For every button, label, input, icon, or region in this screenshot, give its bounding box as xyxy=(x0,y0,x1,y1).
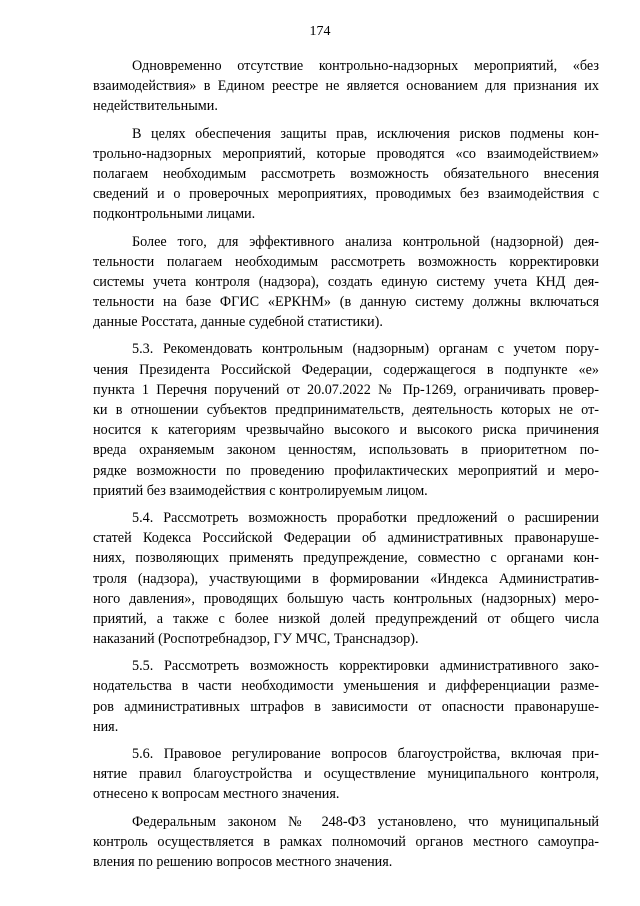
paragraph xyxy=(93,232,599,333)
text-line: взаимодействия» в Едином реестре не является основанием для признания их xyxy=(93,78,599,95)
text-line: 5.4. Рассмотреть возможность проработки предложений о расширении xyxy=(132,509,599,526)
text-line: нятие правил благоустройства и осуществление муниципального контроля, xyxy=(93,766,599,783)
paragraph xyxy=(93,508,599,649)
text-line: рядке возможности по проведению профилактических мероприятий и меро- xyxy=(93,462,599,479)
text-line: трольно-надзорных мероприятий, которые проводятся «со взаимодействием» xyxy=(93,145,599,162)
text-line: пункта 1 Перечня поручений от 20.07.2022 № Пр-1269, ограничивать провер- xyxy=(93,381,599,398)
text-line: сведений и о проверочных мероприятиях, проводимых без взаимодействия с xyxy=(93,186,599,203)
text-line: данные Росстата, данные судебной статистики). xyxy=(93,314,383,331)
text-line: вреда охраняемым законом ценностям, использовать в приоритетном по- xyxy=(93,442,599,459)
text-line: недействительными. xyxy=(93,98,218,115)
text-line: тельности на базе ФГИС «ЕРКНМ» (в данную систему должны включаться xyxy=(93,294,599,311)
text-line: ниях, позволяющих применять предупреждение, совместно с органами кон- xyxy=(93,550,599,567)
text-line: 5.3. Рекомендовать контрольным (надзорным) органам с учетом пору- xyxy=(132,341,599,358)
paragraph xyxy=(93,56,599,117)
text-line: Более того, для эффективного анализа контрольной (надзорной) дея- xyxy=(132,233,599,250)
paragraph xyxy=(93,744,599,805)
paragraph xyxy=(93,124,599,225)
text-line: системы учета контроля (надзора), создать единую систему учета КНД дея- xyxy=(93,273,599,290)
text-line: 5.5. Рассмотреть возможность корректировки административного зако- xyxy=(132,658,599,675)
text-line: ки в отношении субъектов предпринимательств, деятельность которых не от- xyxy=(93,402,599,418)
document-body xyxy=(93,56,599,879)
text-line: тельности полагаем необходимым рассмотреть возможность корректировки xyxy=(93,253,599,270)
text-line: чения Президента Российской Федерации, содержащегося в подпункте «е» xyxy=(93,361,599,378)
text-line: приятий, а также с более низкой долей предупреждений от общего числа xyxy=(93,610,599,627)
text-line: ния. xyxy=(93,718,119,735)
text-line: Федеральным законом № 248-ФЗ установлено, что муниципальный xyxy=(132,813,599,830)
text-line: приятий без взаимодействия с контролируемым лицом. xyxy=(93,482,428,499)
text-line: 5.6. Правовое регулирование вопросов благоустройства, включая при- xyxy=(132,746,599,762)
text-line: ров административных штрафов в зависимости от опасности правонаруше- xyxy=(93,698,599,715)
text-line: носится к категориям чрезвычайно высокого и высокого риска причинения xyxy=(93,422,599,439)
text-line: нодательства в части необходимости уменьшения и дифференциации разме- xyxy=(93,678,599,695)
page-number: 174 xyxy=(309,24,331,39)
paragraph xyxy=(93,339,599,501)
text-line: вления по решению вопросов местного значения. xyxy=(93,853,393,870)
text-line: подконтрольными лицами. xyxy=(93,206,256,223)
text-line: статей Кодекса Российской Федерации об административных правонаруше- xyxy=(93,530,599,547)
text-line: Одновременно отсутствие контрольно-надзорных мероприятий, «без xyxy=(132,58,599,74)
text-line: наказаний (Роспотребнадзор, ГУ МЧС, Транснадзор). xyxy=(93,631,419,648)
paragraph xyxy=(93,656,599,737)
text-line: контроль осуществляется в рамках полномочий органов местного самоупра- xyxy=(93,833,599,850)
text-line: полагаем необходимым рассмотреть возможность обязательного внесения xyxy=(93,165,599,182)
text-line: отнесено к вопросам местного значения. xyxy=(93,786,340,803)
paragraph xyxy=(93,812,599,873)
text-line: троля (надзора), участвующими в формировании «Индекса Административ- xyxy=(93,570,599,587)
text-line: ного давления», проводящих большую часть контрольных (надзорных) меро- xyxy=(93,590,599,607)
text-line: В целях обеспечения защиты прав, исключения рисков подмены кон- xyxy=(132,125,599,142)
